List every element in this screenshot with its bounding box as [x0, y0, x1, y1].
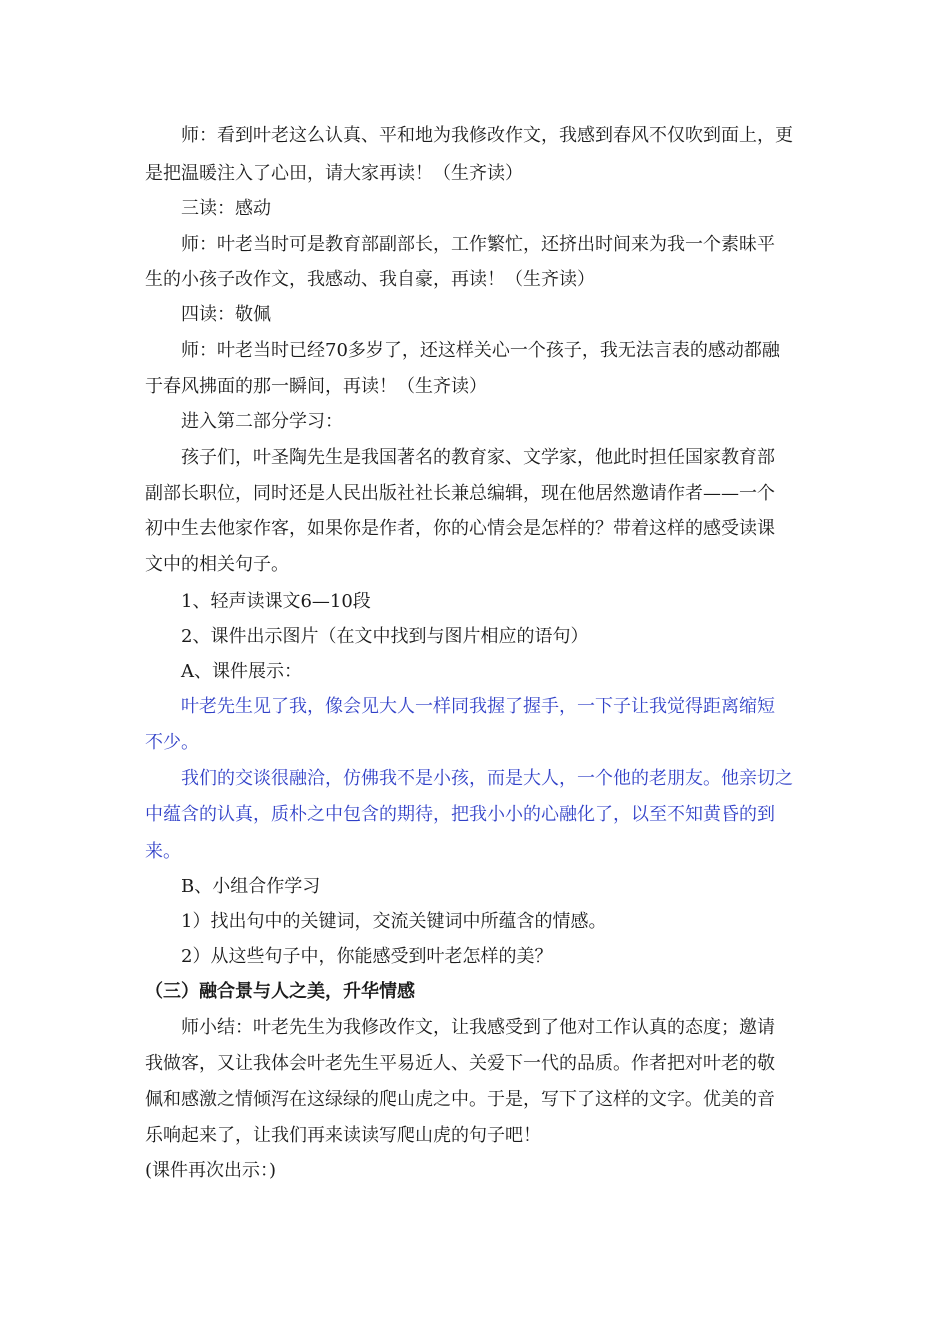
quote-line: 不少。 [145, 732, 199, 753]
paragraph-line: 副部长职位，同时还是人民出版社社长兼总编辑，现在他居然邀请作者——一个 [145, 483, 775, 504]
subheading-fourth-reading: 四读：敬佩 [181, 304, 271, 325]
quote-line: 来。 [145, 841, 181, 862]
list-item: 1）找出句中的关键词，交流关键词中所蕴含的情感。 [181, 911, 607, 932]
quote-line: 中蕴含的认真，质朴之中包含的期待，把我小小的心融化了，以至不知黄昏的到 [145, 804, 775, 825]
quote-line: 我们的交谈很融洽，仿佛我不是小孩，而是大人，一个他的老朋友。他亲切之 [181, 768, 793, 789]
paragraph-line: 师：叶老当时已经70多岁了，还这样关心一个孩子，我无法言表的感动都融 [181, 340, 780, 361]
paragraph-line: 孩子们，叶圣陶先生是我国著名的教育家、文学家，他此时担任国家教育部 [181, 447, 775, 468]
paragraph-line: 是把温暖注入了心田，请大家再读！（生齐读） [145, 163, 523, 184]
paragraph-line: 生的小孩子改作文，我感动、我自豪，再读！（生齐读） [145, 269, 595, 290]
list-item: 2、课件出示图片（在文中找到与图片相应的语句） [181, 626, 589, 647]
section-heading: （三）融合景与人之美，升华情感 [145, 981, 415, 1002]
paragraph-line: 佩和感激之情倾泻在这绿绿的爬山虎之中。于是，写下了这样的文字。优美的音 [145, 1089, 775, 1110]
paragraph-line: 师：看到叶老这么认真、平和地为我修改作文，我感到春风不仅吹到面上，更 [181, 125, 793, 146]
paragraph-line: 师：叶老当时可是教育部副部长，工作繁忙，还挤出时间来为我一个素昧平 [181, 234, 775, 255]
list-item: B、小组合作学习 [181, 876, 321, 897]
section-intro: 进入第二部分学习： [181, 411, 343, 432]
paragraph-line: (课件再次出示：) [145, 1160, 277, 1181]
quote-line: 叶老先生见了我，像会见大人一样同我握了握手，一下子让我觉得距离缩短 [181, 696, 775, 717]
paragraph-line: 我做客，又让我体会叶老先生平易近人、关爱下一代的品质。作者把对叶老的敬 [145, 1053, 775, 1074]
list-item: 2）从这些句子中，你能感受到叶老怎样的美？ [181, 946, 553, 967]
paragraph-line: 于春风拂面的那一瞬间，再读！（生齐读） [145, 376, 487, 397]
subheading-third-reading: 三读：感动 [181, 198, 271, 219]
paragraph-line: 乐响起来了，让我们再来读读写爬山虎的句子吧！ [145, 1125, 541, 1146]
paragraph-line: 文中的相关句子。 [145, 554, 289, 575]
paragraph-line: 师小结：叶老先生为我修改作文，让我感受到了他对工作认真的态度；邀请 [181, 1017, 775, 1038]
paragraph-line: 初中生去他家作客，如果你是作者，你的心情会是怎样的？带着这样的感受读课 [145, 518, 775, 539]
list-item: A、课件展示： [181, 661, 302, 682]
list-item: 1、轻声读课文6—10段 [181, 591, 371, 612]
